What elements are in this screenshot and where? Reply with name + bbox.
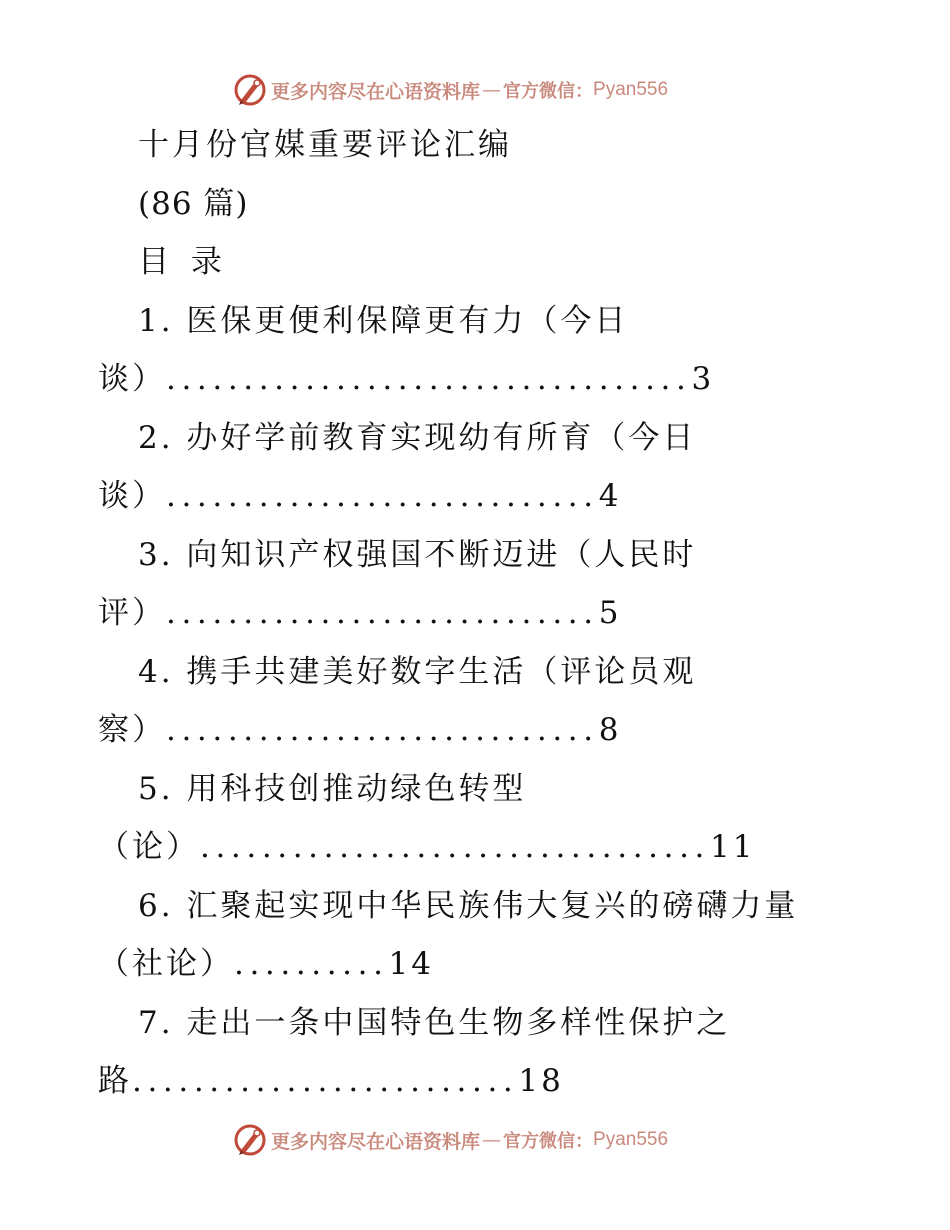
toc-entry-label: （社论） (98, 946, 234, 982)
toc-entry-label: 察） (98, 712, 166, 748)
toc-heading: 目 录 (138, 244, 228, 280)
toc-entry-6-leader[interactable] (98, 944, 434, 984)
toc-entry-5-leader[interactable] (98, 827, 755, 867)
toc-entry-label: 评） (98, 595, 166, 631)
toc-entry-3-leader[interactable] (98, 593, 621, 633)
toc-dot-leader: ............................ (166, 478, 599, 514)
footer-banner (233, 1122, 668, 1158)
banner-contact-label: 官方微信： (503, 1131, 594, 1152)
header-banner (233, 72, 668, 108)
banner-contact-label: 官方微信： (503, 81, 594, 102)
pen-logo-icon (233, 1123, 267, 1157)
toc-entry-7-title[interactable]: 7. 走出一条中国特色生物多样性保护之 (138, 1005, 731, 1041)
banner-text: 更多内容尽在心语资料库 (271, 1130, 481, 1153)
toc-entry-2-title[interactable]: 2. 办好学前教育实现幼有所育（今日 (138, 420, 697, 456)
pen-logo-icon (233, 73, 267, 107)
toc-entry-7-leader[interactable] (98, 1061, 564, 1101)
toc-entry-label: 谈） (98, 478, 166, 514)
document-title: 十月份官媒重要评论汇编 (138, 127, 512, 163)
toc-dot-leader: .......... (234, 946, 389, 982)
toc-page-number: 4 (598, 478, 622, 514)
toc-entry-1-title[interactable]: 1. 医保更便利保障更有力（今日 (138, 303, 629, 339)
banner-wechat-id: Pyan556 (593, 79, 669, 100)
banner-text: 更多内容尽在心语资料库 (271, 80, 481, 103)
toc-dot-leader: ......................... (132, 1063, 519, 1099)
toc-entry-5-title[interactable]: 5. 用科技创推动绿色转型 (138, 771, 527, 807)
toc-entry-label: 路 (98, 1063, 132, 1099)
toc-entry-3-title[interactable]: 3. 向知识产权强国不断迈进（人民时 (138, 537, 697, 573)
toc-entry-label: （论） (98, 829, 200, 865)
toc-entry-4-title[interactable]: 4. 携手共建美好数字生活（评论员观 (138, 654, 697, 690)
toc-page-number: 18 (518, 1063, 564, 1099)
toc-page-number: 11 (709, 829, 756, 865)
toc-dot-leader: .................................. (166, 361, 692, 397)
toc-dot-leader: ............................ (166, 712, 599, 748)
article-count: (86 篇) (138, 186, 249, 222)
toc-dot-leader: ............................ (166, 595, 599, 631)
toc-page-number: 14 (388, 946, 434, 982)
toc-entry-2-leader[interactable] (98, 476, 621, 516)
banner-dash: — (482, 1129, 502, 1151)
toc-dot-leader: ................................. (200, 829, 710, 865)
toc-entry-4-leader[interactable] (98, 710, 621, 750)
banner-wechat-id: Pyan556 (593, 1129, 669, 1150)
toc-page-number: 8 (598, 712, 622, 748)
toc-entry-label: 谈） (98, 361, 166, 397)
toc-entry-6-title[interactable]: 6. 汇聚起实现中华民族伟大复兴的磅礴力量 (138, 888, 799, 924)
banner-dash: — (482, 79, 502, 101)
toc-page-number: 3 (691, 361, 715, 397)
toc-entry-1-leader[interactable] (98, 359, 714, 399)
toc-page-number: 5 (598, 595, 622, 631)
